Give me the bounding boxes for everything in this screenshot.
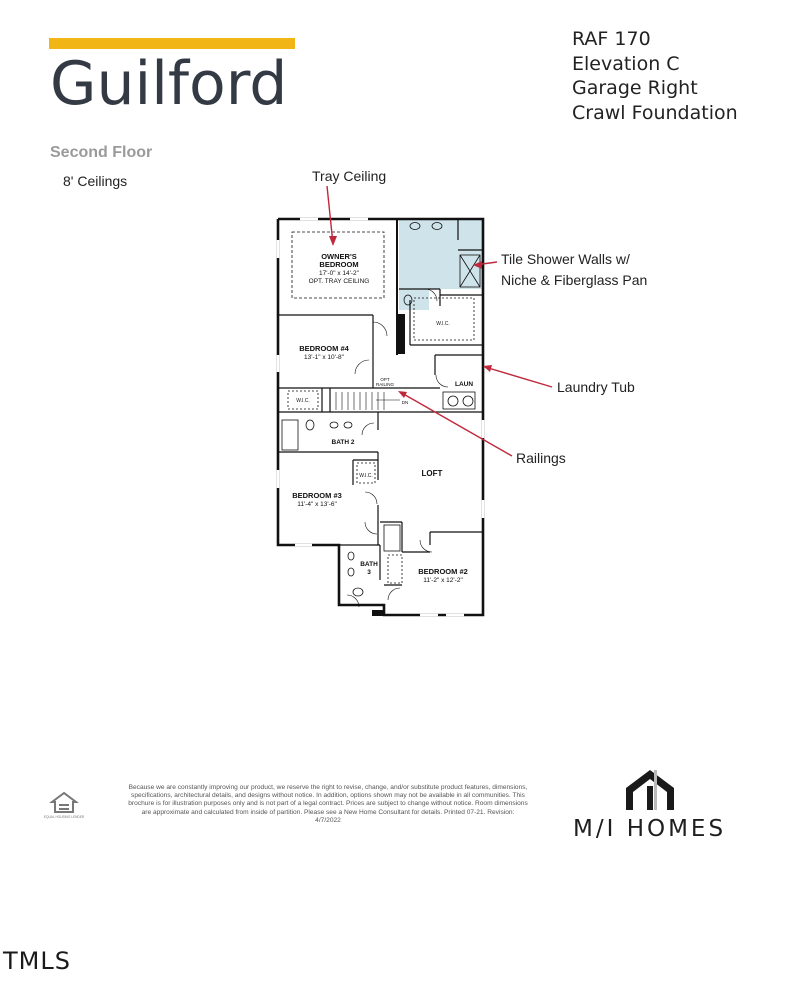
callout-tile-shower-2: Niche & Fiberglass Pan bbox=[501, 272, 648, 288]
plan-info-line: Elevation C bbox=[572, 52, 680, 75]
wic-label: W.I.C. bbox=[359, 473, 373, 479]
floor-label: Second Floor bbox=[50, 144, 153, 161]
callout-tray-ceiling: Tray Ceiling bbox=[312, 168, 387, 184]
arrow-railings bbox=[400, 392, 512, 456]
bedroom4-label: BEDROOM #4 bbox=[299, 344, 349, 353]
owners-bedroom-label: BEDROOM bbox=[319, 260, 359, 269]
equal-housing-lender-icon bbox=[43, 791, 85, 821]
opt-railing-label: OPT bbox=[380, 377, 390, 382]
owners-bath-area bbox=[399, 240, 429, 310]
bedroom3-label: BEDROOM #3 bbox=[292, 491, 342, 500]
bedroom3-dimension: 11'-4" x 13'-6" bbox=[297, 501, 337, 508]
arrow-tray-ceiling bbox=[327, 186, 333, 244]
chase-wall bbox=[372, 610, 384, 616]
stair-down-label: DN bbox=[401, 400, 409, 405]
bedroom4-dimension: 13'-1" x 10'-8" bbox=[304, 354, 344, 361]
callout-tile-shower-1: Tile Shower Walls w/ bbox=[501, 251, 630, 267]
staircase bbox=[336, 392, 400, 410]
eho-text: EQUAL HOUSING LENDER bbox=[43, 815, 85, 819]
laundry-label: LAUN bbox=[454, 381, 474, 388]
wic-label: W.I.C. bbox=[296, 398, 310, 404]
chase-wall bbox=[397, 314, 405, 354]
opt-railing-label: RAILING bbox=[375, 382, 395, 387]
callout-railings: Railings bbox=[516, 450, 566, 466]
arrow-laundry-tub bbox=[485, 367, 552, 387]
bath3-label: BATH bbox=[360, 561, 378, 568]
ceiling-height-label: 8' Ceilings bbox=[63, 173, 128, 189]
legal-disclaimer: Because we are constantly improving our product, we reserve the right to revise, change, and/or substitute product features, dimensions, specifications, architectural details, and designs without notice. In addition, options shown may not be available in all communities. This brochure is for illustration purposes only and is not part of a legal contract. Prices are subject to change without notice. Room dimensions are approximate and calculated from inside of partition. Please see a New Home Consultant for details. Printed 07-21. Revision: 4/7/2022 bbox=[128, 784, 528, 824]
bath2-label: BATH 2 bbox=[331, 439, 355, 446]
bath3-label: 3 bbox=[367, 569, 371, 576]
owners-bedroom-dimension: 17'-0" x 14'-2" bbox=[319, 270, 359, 277]
mi-homes-logo-icon bbox=[624, 768, 676, 812]
brand-name: M/I HOMES bbox=[573, 816, 727, 842]
bedroom2-dimension: 11'-2" x 12'-2" bbox=[423, 577, 463, 584]
page-title: Guilford bbox=[50, 49, 288, 119]
loft-label: LOFT bbox=[421, 469, 443, 478]
plan-info-line: Crawl Foundation bbox=[572, 101, 738, 124]
plan-info-line: Garage Right bbox=[572, 77, 698, 99]
mls-watermark: TMLS bbox=[3, 947, 71, 975]
bedroom2-label: BEDROOM #2 bbox=[418, 567, 468, 576]
callout-laundry-tub: Laundry Tub bbox=[557, 379, 635, 395]
owners-bedroom-label: OWNER'S bbox=[321, 252, 357, 261]
owners-bedroom-option: OPT. TRAY CEILING bbox=[308, 278, 370, 285]
plan-info-line: RAF 170 bbox=[572, 28, 651, 50]
wic-label: W.I.C. bbox=[436, 321, 450, 327]
